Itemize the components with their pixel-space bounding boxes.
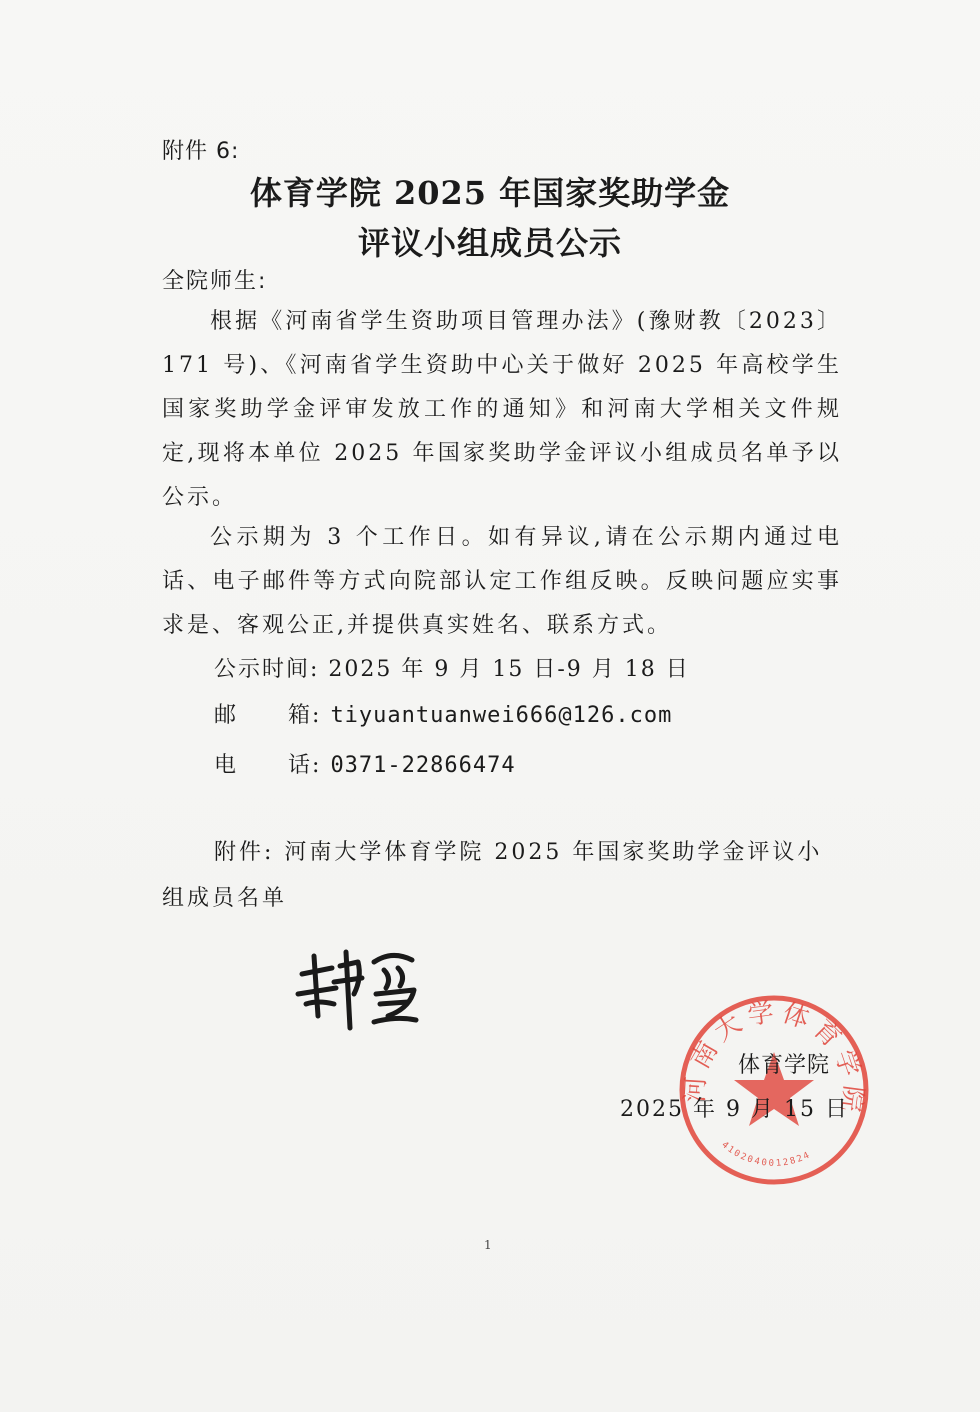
- annex-note: 附件: 河南大学体育学院 2025 年国家奖助学金评议小组成员名单: [162, 840, 823, 911]
- handwritten-signature: [288, 938, 428, 1038]
- document-title-line2: 评议小组成员公示: [357, 224, 622, 262]
- paragraph-basis: 根据《河南省学生资助项目管理办法》(豫财教〔2023〕171 号)、《河南省学生资助中心关于做好 2025 年高校学生国家奖助学金评审发放工作的通知》和河南大学相关文件规定,现将本单位 2025 年国家奖助学金评议小组成员名单予以公示。: [162, 309, 842, 510]
- page-number: 1: [484, 1238, 492, 1252]
- email-value: tiyuantuanwei666@126.com: [330, 703, 673, 728]
- publicity-period-label: 公示时间:: [214, 657, 320, 682]
- publicity-period-value: 2025 年 9 月 15 日-9 月 18 日: [328, 657, 690, 682]
- svg-text:河南大学体育学院: 河南大学体育学院: [680, 997, 869, 1120]
- issuer-name: 体育学院: [738, 1053, 831, 1078]
- issue-date: 2025 年 9 月 15 日: [620, 1097, 849, 1122]
- svg-text:4102040012824: 4102040012824: [719, 1140, 813, 1169]
- phone-label-b: 话:: [288, 753, 322, 778]
- document-title-line1: 体育学院 2025 年国家奖助学金: [249, 174, 731, 212]
- email-label-b: 箱:: [288, 703, 322, 728]
- email-label-a: 邮: [214, 703, 239, 728]
- official-seal: [674, 990, 874, 1190]
- email-row: [214, 698, 672, 729]
- phone-value: 0371-22866474: [330, 753, 516, 778]
- publicity-period-row: [214, 652, 690, 683]
- phone-row: [214, 748, 516, 779]
- paragraph-objection: 公示期为 3 个工作日。如有异议,请在公示期内通过电话、电子邮件等方式向院部认定工作组反映。反映问题应实事求是、客观公正,并提供真实姓名、联系方式。: [162, 525, 842, 638]
- salutation: 全院师生:: [162, 269, 268, 294]
- attachment-label: 附件 6:: [162, 139, 240, 164]
- phone-label-a: 电: [214, 753, 239, 778]
